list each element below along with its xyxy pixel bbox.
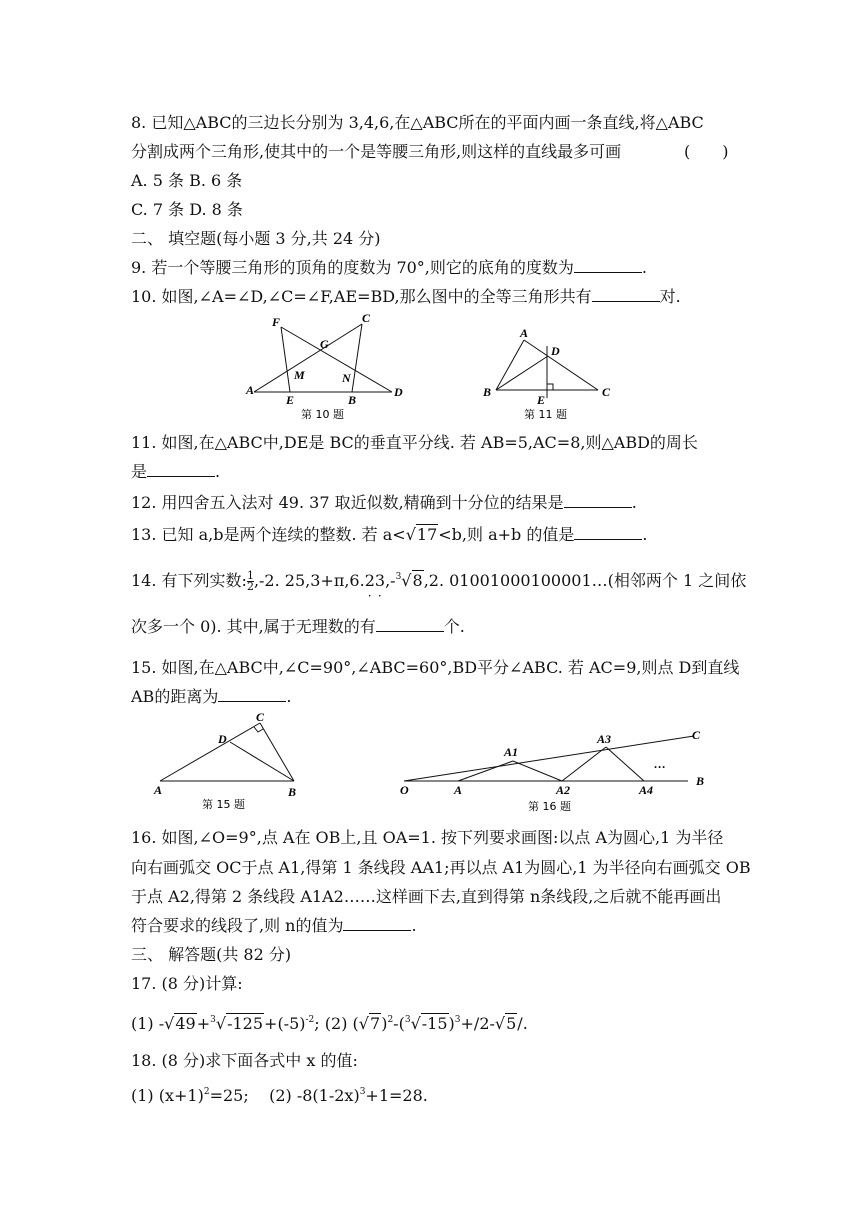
question-9-end: . xyxy=(641,258,647,277)
question-14-line2 xyxy=(131,616,465,638)
question-14-line1 xyxy=(131,566,747,603)
question-14-post: ,2. 01001000100001…(相邻两个 1 之间依 xyxy=(423,571,747,590)
figure-11 xyxy=(478,322,618,422)
part-2-label: (2) xyxy=(324,1014,348,1033)
figure-11-caption: 第 11 题 xyxy=(524,408,567,421)
exponent: 3 xyxy=(359,1087,366,1097)
question-14-text: 次多一个 0). 其中,属于无理数的有 xyxy=(131,617,376,636)
sqrt-sign: √ xyxy=(410,1014,421,1033)
part-2-end: +1=28. xyxy=(365,1086,428,1105)
sqrt-sign: √ xyxy=(215,1014,227,1033)
question-15-end: . xyxy=(286,687,292,706)
figure-10-caption: 第 10 题 xyxy=(301,408,344,421)
question-12-text: 12. 用四舍五入法对 49. 37 取近似数,精确到十分位的结果是 xyxy=(131,493,564,512)
part-1-end: =25; xyxy=(209,1086,249,1105)
label-N: N xyxy=(342,371,351,385)
repeat-dot: · xyxy=(377,589,382,603)
answer-blank xyxy=(574,525,642,540)
question-13 xyxy=(131,524,647,546)
label-D: D xyxy=(218,732,227,746)
question-11-text: 是 xyxy=(131,462,148,481)
question-10 xyxy=(131,286,681,308)
question-16-text: 符合要求的线段了,则 n的值为 xyxy=(131,916,344,935)
question-16-line2: 向右画弧交 OC于点 A1,得第 1 条线段 AA1;再以点 A1为圆心,1 为半径向右画弧交 OB xyxy=(131,858,751,877)
label-C: C xyxy=(602,385,611,399)
question-18-parts xyxy=(131,1081,428,1107)
cube-root-index: 3 xyxy=(395,572,402,582)
answer-blank xyxy=(564,493,632,508)
label-B: B xyxy=(483,385,492,399)
label-D: D xyxy=(551,344,560,358)
question-8-options-ab: A. 5 条 B. 6 条 xyxy=(131,171,243,190)
label-B: B xyxy=(348,393,357,407)
question-15-text: AB的距离为 xyxy=(131,687,219,706)
label-D: D xyxy=(394,385,403,399)
figure-15 xyxy=(150,708,310,814)
question-11-line2 xyxy=(131,461,220,483)
label-A2: A2 xyxy=(556,783,571,797)
answer-blank xyxy=(376,617,444,632)
sqrt-radicand: 7 xyxy=(370,1014,381,1033)
section-3-heading: 三、 解答题(共 82 分) xyxy=(131,945,292,964)
sqrt-sign: √ xyxy=(358,1014,369,1033)
cube-root-radicand: -15 xyxy=(421,1014,448,1033)
exponent: 2 xyxy=(203,1087,210,1097)
cube-root-radicand: 8 xyxy=(412,571,423,590)
label-A3: A3 xyxy=(597,732,612,746)
label-E: E xyxy=(537,393,546,407)
fraction-denominator: 2 xyxy=(246,580,254,593)
exponent: 2 xyxy=(387,1015,394,1025)
question-18-title: 18. (8 分)求下面各式中 x 的值: xyxy=(131,1051,358,1070)
comma: ,- xyxy=(385,571,396,590)
fraction xyxy=(247,571,254,592)
expr: ( xyxy=(352,1014,359,1033)
label-E: E xyxy=(286,393,295,407)
question-10-end: 对. xyxy=(659,287,681,306)
label-F: F xyxy=(272,315,281,329)
question-15-line1: 15. 如图,在△ABC中,∠C=90°,∠ABC=60°,BD平分∠ABC. 若 AC=9,则点 D到直线 xyxy=(131,658,740,677)
answer-blank xyxy=(343,916,411,931)
expr: -( xyxy=(393,1014,405,1033)
question-8-line2 xyxy=(131,141,621,163)
question-16-line1: 16. 如图,∠O=9°,点 A在 OB上,且 OA=1. 按下列要求画图:以点 A为圆心,1 为半径 xyxy=(131,828,724,847)
question-13-end: . xyxy=(642,525,648,544)
question-15-line2 xyxy=(131,686,291,708)
label-B: B xyxy=(288,785,297,799)
question-13-pre: 13. 已知 a,b是两个连续的整数. 若 a< xyxy=(131,525,406,544)
sqrt-sign: √ xyxy=(405,525,416,544)
label-A: A xyxy=(154,783,163,797)
label-C: C xyxy=(256,710,265,724)
sqrt-radicand: 49 xyxy=(175,1014,196,1033)
question-17-title: 17. (8 分)计算: xyxy=(131,974,243,993)
section-2-heading: 二、 填空题(每小题 3 分,共 24 分) xyxy=(131,229,381,248)
expr: ; xyxy=(314,1014,320,1033)
label-G: G xyxy=(320,337,329,351)
question-14-end: 个. xyxy=(443,617,465,636)
ellipsis: … xyxy=(654,757,666,771)
question-16-line4 xyxy=(131,915,417,937)
expr: + xyxy=(196,1014,211,1033)
label-O: O xyxy=(400,783,409,797)
question-14-pre: 14. 有下列实数: xyxy=(131,571,247,590)
question-11-end: . xyxy=(215,462,221,481)
cube-root-radicand: -125 xyxy=(227,1014,264,1033)
sqrt-sign: √ xyxy=(494,1014,506,1033)
question-16-end: . xyxy=(411,916,417,935)
cube-root-index: 3 xyxy=(210,1015,216,1025)
question-9-text: 9. 若一个等腰三角形的顶角的度数为 70°,则它的底角的度数为 xyxy=(131,258,574,277)
answer-blank xyxy=(574,258,642,273)
figure-16 xyxy=(396,724,716,818)
label-A4: A4 xyxy=(639,783,654,797)
answer-parentheses: ( ) xyxy=(684,142,729,161)
question-17-parts xyxy=(131,1009,528,1035)
expr: +/2- xyxy=(460,1014,495,1033)
answer-blank xyxy=(218,687,286,702)
label-M: M xyxy=(294,368,305,382)
part-1-label: (1) xyxy=(131,1014,154,1033)
answer-blank xyxy=(147,462,215,477)
label-C: C xyxy=(692,728,701,742)
answer-blank xyxy=(592,287,660,302)
question-13-post: <b,则 a+b 的值是 xyxy=(438,525,575,544)
repeating-digit-2 xyxy=(374,571,386,603)
exponent: 3 xyxy=(454,1015,461,1025)
label-A: A xyxy=(520,326,529,340)
label-A: A xyxy=(246,383,255,397)
sqrt-radicand: 5 xyxy=(506,1014,517,1033)
repeat-dot: · xyxy=(367,589,372,603)
label-C: C xyxy=(362,312,371,325)
figure-16-caption: 第 16 题 xyxy=(528,800,571,813)
expr: - xyxy=(158,1014,165,1033)
repeating-digit-1 xyxy=(364,571,375,603)
question-16-line3: 于点 A2,得第 2 条线段 A1A2……这样画下去,直到得第 n条线段,之后就不能再画出 xyxy=(131,887,722,906)
question-12 xyxy=(131,492,637,514)
part-2: (2) -8(1-2x) xyxy=(269,1086,360,1105)
question-8-options-cd: C. 7 条 D. 8 条 xyxy=(131,200,243,219)
expr: ) xyxy=(381,1014,388,1033)
part-1: (1) (x+1) xyxy=(131,1086,204,1105)
question-10-text: 10. 如图,∠A=∠D,∠C=∠F,AE=BD,那么图中的全等三角形共有 xyxy=(131,287,592,306)
sqrt-sign: √ xyxy=(164,1014,175,1033)
question-11-line1: 11. 如图,在△ABC中,DE是 BC的垂直平分线. 若 AB=5,AC=8,则△ABD的周长 xyxy=(131,433,698,452)
sqrt-sign: √ xyxy=(401,571,412,590)
sqrt-radicand: 17 xyxy=(416,525,438,544)
question-8-text: 分割成两个三角形,使其中的一个是等腰三角形,则这样的直线最多可画 xyxy=(131,142,622,161)
figure-10 xyxy=(244,312,414,422)
expr: +(-5) xyxy=(264,1014,306,1033)
question-14-mid: ,-2. 25,3+π,6. xyxy=(253,571,365,590)
exponent: -2 xyxy=(305,1015,315,1025)
digit: 3 xyxy=(374,571,386,590)
question-9 xyxy=(131,257,647,279)
digit: 2 xyxy=(364,571,375,590)
question-8-line1: 8. 已知△ABC的三边长分别为 3,4,6,在△ABC所在的平面内画一条直线,将△ABC xyxy=(131,113,704,132)
question-12-end: . xyxy=(631,493,637,512)
label-B: B xyxy=(696,774,705,788)
fraction-numerator: 1 xyxy=(246,569,254,582)
label-A: A xyxy=(454,783,463,797)
label-A1: A1 xyxy=(504,745,519,759)
cube-root-index: 3 xyxy=(404,1015,411,1025)
expr: /. xyxy=(517,1014,528,1033)
expr: ) xyxy=(448,1014,455,1033)
figure-15-caption: 第 15 题 xyxy=(202,798,245,811)
